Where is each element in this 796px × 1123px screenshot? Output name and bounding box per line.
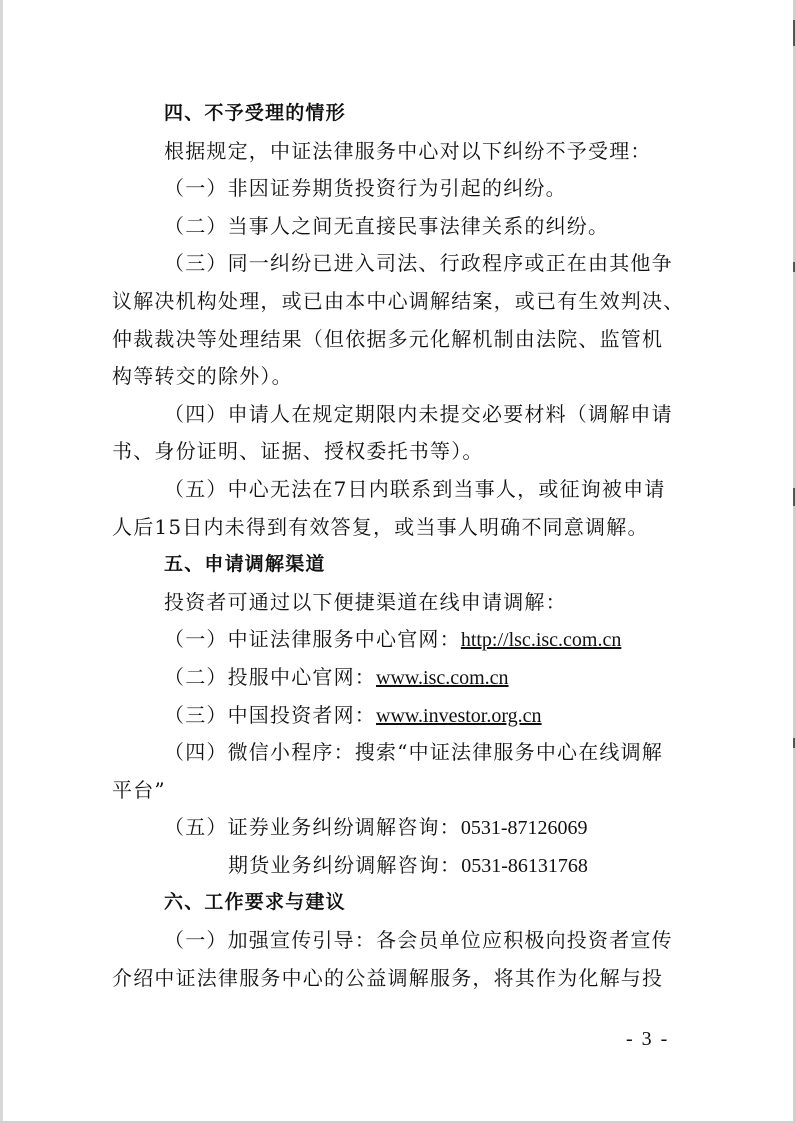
channel-link[interactable]: www.investor.org.cn <box>376 704 542 727</box>
channel-item <box>112 621 678 659</box>
paragraph-line: 议解决机构处理，或已由本中心调解结案，或已有生效判决、 <box>112 288 685 313</box>
consult-phone: 0531-87126069 <box>460 817 588 840</box>
consult-phone: 0531-86131768 <box>461 854 588 877</box>
channel-label: （一）中证法律服务中心官网： <box>164 627 461 652</box>
scan-edge-left <box>0 0 3 1123</box>
channel-link[interactable]: www.isc.com.cn <box>376 666 509 689</box>
consult-item <box>112 847 678 885</box>
consult-label: 期货业务纠纷调解咨询： <box>228 852 462 877</box>
paragraph-line: 书、身份证明、证据、授权委托书等）。 <box>112 439 484 464</box>
section-heading: 四、不予受理的情形 <box>164 102 346 124</box>
paragraph-line: 平台” <box>112 777 166 802</box>
paragraph-line: （四）申请人在规定期限内未提交必要材料（调解申请 <box>164 401 673 426</box>
body-text <box>112 95 685 997</box>
scan-mark <box>793 738 795 748</box>
paragraph-line: （四）微信小程序：搜索“中证法律服务中心在线调解 <box>164 740 664 765</box>
paragraph-line: 构等转交的除外）。 <box>112 364 293 389</box>
paragraph-line: （一）非因证券期货投资行为引起的纠纷。 <box>164 176 567 201</box>
page-number: - 3 - <box>626 1028 670 1050</box>
consult-label: （五）证券业务纠纷调解咨询： <box>164 815 461 840</box>
consult-item <box>112 809 678 847</box>
paragraph-line: （一）加强宣传引导：各会员单位应积极向投资者宣传 <box>164 928 673 953</box>
channel-link[interactable]: http://lsc.isc.com.cn <box>460 629 622 652</box>
section-heading: 五、申请调解渠道 <box>164 553 326 576</box>
paragraph-line: 介绍中证法律服务中心的公益调解服务，将其作为化解与投 <box>112 965 664 990</box>
paragraph-line: （三）同一纠纷已进入司法、行政程序或正在由其他争 <box>164 251 673 276</box>
paragraph-line: 人后15日内未得到有效答复，或当事人明确不同意调解。 <box>112 514 649 539</box>
scan-mark <box>793 262 795 272</box>
scan-mark <box>793 20 795 46</box>
paragraph-line: 根据规定，中证法律服务中心对以下纠纷不予受理： <box>164 138 652 163</box>
section-heading: 六、工作要求与建议 <box>164 891 346 914</box>
paragraph-line: （二）当事人之间无直接民事法律关系的纠纷。 <box>164 213 610 238</box>
channel-item <box>112 659 678 697</box>
paragraph-line: （五）中心无法在7日内联系到当事人，或征询被申请 <box>164 476 666 501</box>
channel-label: （二）投服中心官网： <box>164 664 376 689</box>
scan-mark <box>793 488 795 506</box>
channel-label: （三）中国投资者网： <box>164 702 376 727</box>
channel-item <box>112 697 678 735</box>
paragraph-line: 投资者可通过以下便捷渠道在线申请调解： <box>164 589 567 614</box>
paragraph-line: 仲裁裁决等处理结果（但依据多元化解机制由法院、监管机 <box>112 326 664 351</box>
